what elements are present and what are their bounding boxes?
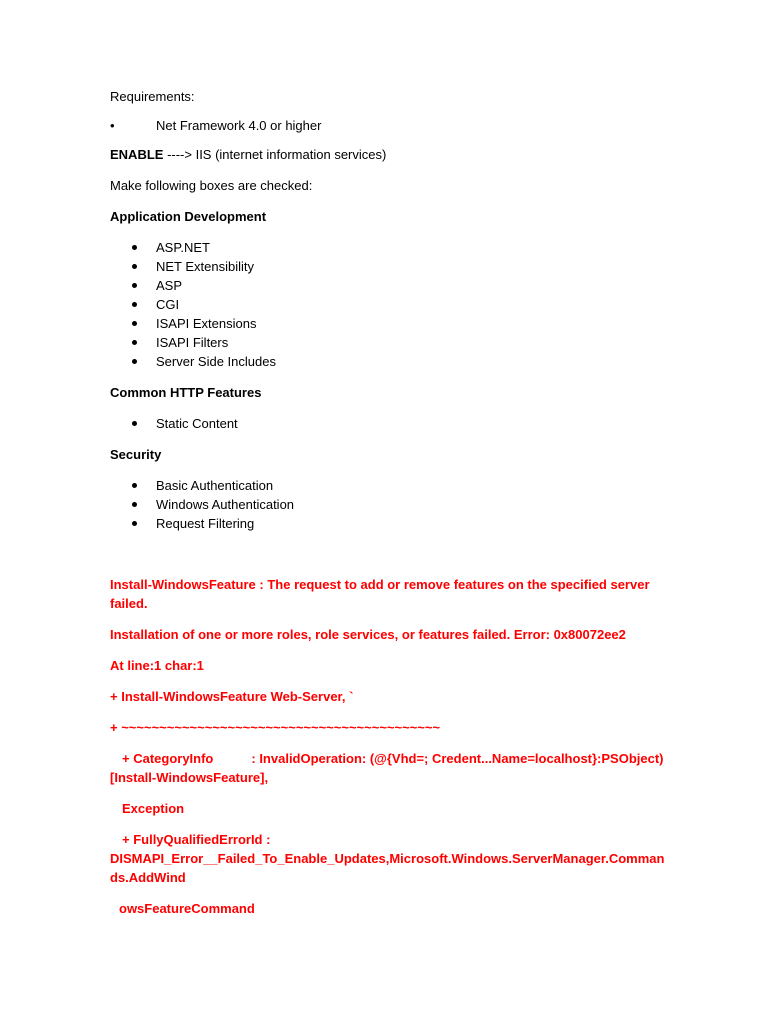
bullet-icon: [132, 321, 137, 326]
list-item: Server Side Includes: [110, 352, 668, 371]
list-item: ASP: [110, 276, 668, 295]
bullet-icon: [132, 502, 137, 507]
error-fqid: [110, 830, 668, 887]
list-item: ISAPI Filters: [110, 333, 668, 352]
error-line-5: + ~~~~~~~~~~~~~~~~~~~~~~~~~~~~~~~~~~~~~~~~~~: [110, 720, 441, 735]
list-item: Basic Authentication: [110, 476, 668, 495]
error-exception: Exception: [122, 801, 185, 816]
bullet-icon: [132, 264, 137, 269]
error-line-3: At line:1 char:1: [110, 658, 204, 673]
section-list-security: [110, 476, 668, 533]
section-heading-common-http: Common HTTP Features: [110, 385, 262, 400]
requirement-item: Net Framework 4.0 or higher: [156, 118, 322, 133]
error-output: [110, 575, 668, 918]
bullet-icon: [132, 302, 137, 307]
bullet-icon: [132, 359, 137, 364]
requirements-heading: Requirements:: [110, 89, 195, 104]
section-heading-app-dev: Application Development: [110, 209, 267, 224]
error-line-4: + Install-WindowsFeature Web-Server, `: [110, 689, 354, 704]
error-line-1: Install-WindowsFeature : The request to add or remove features on the specified server failed.: [110, 577, 650, 611]
category-value: : InvalidOperation: (@{Vhd=; Credent...Name=localhost}:PSObject) [Install-WindowsFeature],: [110, 751, 664, 785]
list-item: Request Filtering: [110, 514, 668, 533]
fqid-value: DISMAPI_Error__Failed_To_Enable_Updates,Microsoft.Windows.ServerManager.Commands.AddWind: [110, 851, 665, 885]
list-item: ISAPI Extensions: [110, 314, 668, 333]
fqid-label: + FullyQualifiedErrorId :: [122, 832, 271, 847]
category-label: + CategoryInfo: [122, 751, 214, 766]
section-list-common-http: [110, 414, 668, 433]
list-item: CGI: [110, 295, 668, 314]
list-item: Windows Authentication: [110, 495, 668, 514]
enable-text: ----> IIS (internet information services): [163, 147, 387, 162]
enable-keyword: ENABLE: [110, 147, 164, 162]
error-fqid-tail: owsFeatureCommand: [119, 901, 255, 916]
list-item: NET Extensibility: [110, 257, 668, 276]
section-heading-security: Security: [110, 447, 162, 462]
section-list-app-dev: [110, 238, 668, 371]
bullet-icon: [132, 421, 137, 426]
error-line-2: Installation of one or more roles, role services, or features failed. Error: 0x80072ee2: [110, 627, 626, 642]
list-item: Static Content: [110, 414, 668, 433]
bullet-icon: [132, 521, 137, 526]
requirement-row: [110, 118, 668, 133]
list-item: ASP.NET: [110, 238, 668, 257]
enable-line: [110, 145, 668, 164]
error-category-info: [110, 749, 668, 787]
instruction-text: Make following boxes are checked:: [110, 178, 313, 193]
bullet-icon: [132, 283, 137, 288]
bullet-icon: [132, 245, 137, 250]
bullet-icon: •: [110, 118, 115, 133]
bullet-icon: [132, 340, 137, 345]
bullet-icon: [132, 483, 137, 488]
